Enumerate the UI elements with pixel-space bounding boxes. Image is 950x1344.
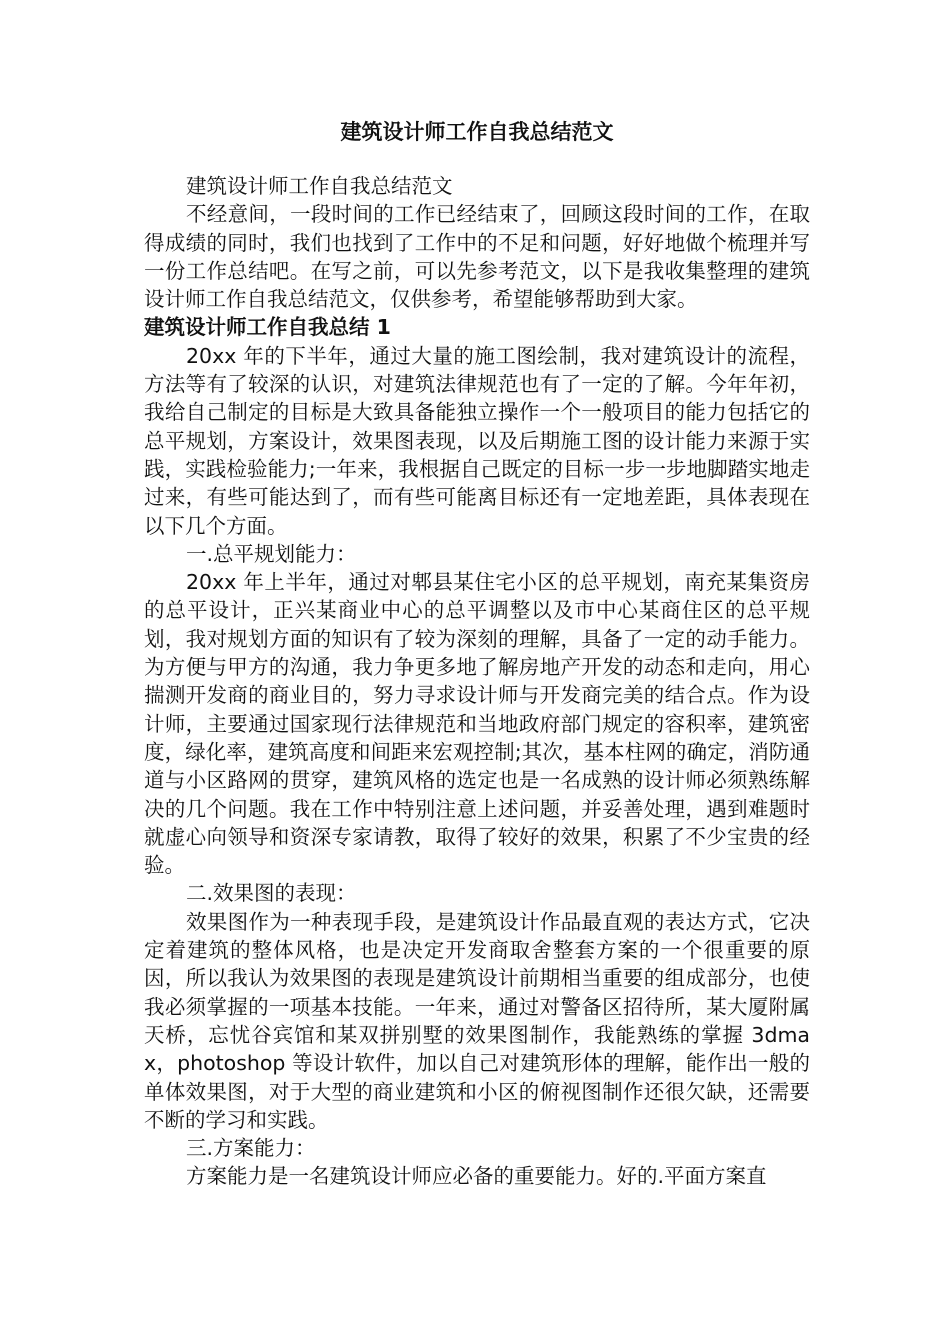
document-page — [144, 116, 810, 1191]
document-body — [144, 172, 810, 1191]
subsection-heading: 二.效果图的表现： — [186, 881, 357, 906]
subsection-heading: 一.总平规划能力： — [186, 541, 357, 566]
subsection-heading: 三.方案能力： — [186, 1136, 316, 1161]
body-paragraph: 方案能力是一名建筑设计师应必备的重要能力。好的.平面方案直 — [186, 1164, 767, 1189]
document-title: 建筑设计师工作自我总结范文 — [340, 120, 614, 144]
body-paragraph: 20xx 年的下半年，通过大量的施工图绘制，我对建筑设计的流程，方法等有了较深的认识，对建筑法律规范也有了一定的了解。今年年初，我给自己制定的目标是大致具备能独立操作一个一般项目的能力包括它的总平规划，方案设计，效果图表现，以及后期施工图的设计能力来源于实践，实践检验能力;一年来，我根据自己既定的目标一步一步地脚踏实地走过来，有些可能达到了，而有些可能离目标还有一定地差距，具体表现在以下几个方面。 — [144, 343, 810, 538]
body-paragraph: 效果图作为一种表现手段，是建筑设计作品最直观的表达方式，它决定着建筑的整体风格，也是决定开发商取舍整套方案的一个很重要的原因，所以我认为效果图的表现是建筑设计前期相当重要的组成部分，也使我必须掌握的一项基本技能。一年来，通过对警备区招待所，某大厦附属天桥，忘忧谷宾馆和某双拼别墅的效果图制作，我能熟练的掌握 3dmax，photoshop 等设计软件，加以自己对建筑形体的理解，能作出一般的单体效果图，对于大型的商业建筑和小区的俯视图制作还很欠缺，还需要不断的学习和实践。 — [144, 909, 810, 1132]
body-paragraph: 20xx 年上半年，通过对郫县某住宅小区的总平规划，南充某集资房的总平设计，正兴某商业中心的总平调整以及市中心某商住区的总平规划，我对规划方面的知识有了较为深刻的理解，具备了一定的动手能力。为方便与甲方的沟通，我力争更多地了解房地产开发的动态和走向，用心揣测开发商的商业目的，努力寻求设计师与开发商完美的结合点。作为设计师，主要通过国家现行法律规范和当地政府部门规定的容积率，建筑密度，绿化率，建筑高度和间距来宏观控制;其次，基本柱网的确定，消防通道与小区路网的贯穿，建筑风格的选定也是一名成熟的设计师必须熟练解决的几个问题。我在工作中特别注意上述问题，并妥善处理，遇到难题时就虚心向领导和资深专家请教，取得了较好的效果，积累了不少宝贵的经验。 — [144, 570, 810, 878]
subtitle-paragraph: 建筑设计师工作自我总结范文 — [186, 174, 453, 198]
intro-paragraph: 不经意间，一段时间的工作已经结束了，回顾这段时间的工作，在取得成绩的同时，我们也找到了工作中的不足和问题，好好地做个梳理并写一份工作总结吧。在写之前，可以先参考范文，以下是我收集整理的建筑设计师工作自我总结范文，仅供参考，希望能够帮助到大家。 — [144, 202, 810, 312]
section-heading: 建筑设计师工作自我总结 1 — [144, 315, 391, 340]
